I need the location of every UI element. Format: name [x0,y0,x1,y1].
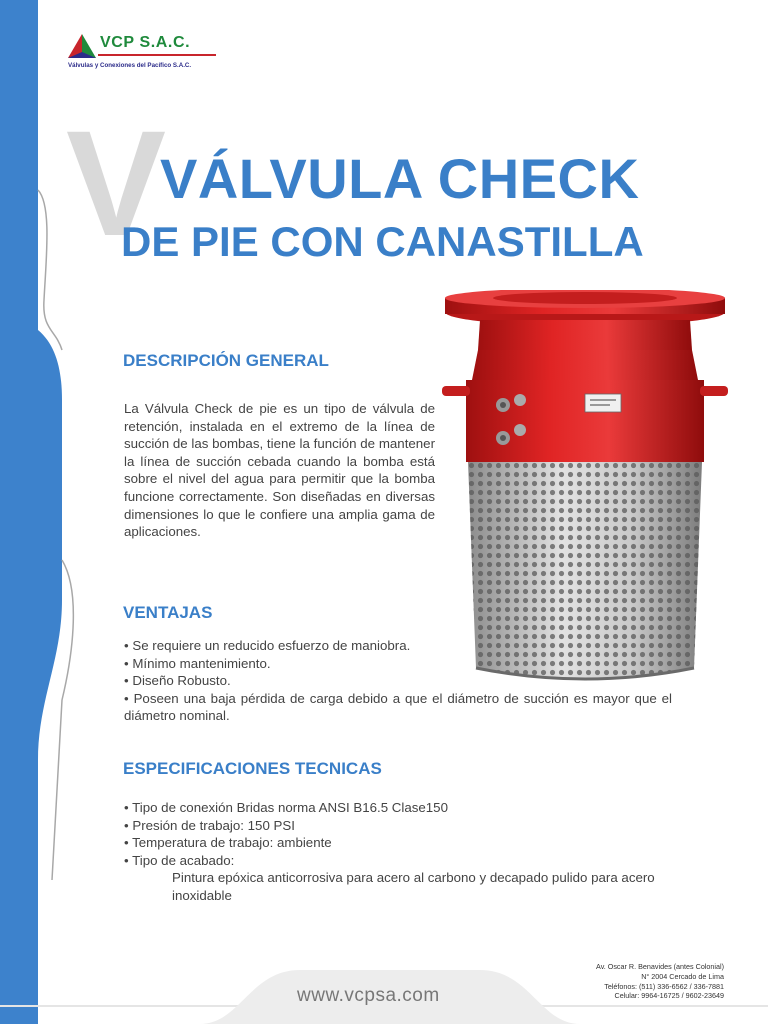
contact-line: Av. Oscar R. Benavides (antes Colonial) [596,962,724,971]
spec-item: • Tipo de acabado: [124,852,235,868]
ventajas-item: • Diseño Robusto. [124,673,231,689]
valve-image [440,290,730,690]
footer-website-link[interactable]: www.vcpsa.com [297,985,440,1006]
logo-triangle-icon [64,32,100,62]
section-heading-descripcion: DESCRIPCIÓN GENERAL [123,351,329,370]
ventajas-item: • Mínimo mantenimiento. [124,655,271,671]
title-line-1: VÁLVULA CHECK [160,147,640,210]
descripcion-body: La Válvula Check de pie es un tipo de válvula de retención, instalada en el extremo de la línea de succión de las bombas, tiene la función de mantener la línea de succión cebada cuando la bomba está sobre el nivel del agua para permitir que la bomba funcione correctamente. Son diseñadas en diversas dimensiones lo que le confiere una amplia gama de aplicaciones. [124,401,435,540]
spec-finish-detail: Pintura epóxica anticorrosiva para acero al carbono y decapado pulido para acero inoxidable [172,870,655,903]
section-heading-ventajas: VENTAJAS [123,603,213,622]
decorative-v-letter: V [66,99,167,267]
section-heading-especificaciones: ESPECIFICACIONES TECNICAS [123,759,382,778]
spec-item: • Presión de trabajo: 150 PSI [124,817,295,833]
especificaciones-list [124,799,704,905]
spec-item: • Temperatura de trabajo: ambiente [124,835,332,851]
logo-tagline: Válvulas y Conexiones del Pacífico S.A.C. [68,62,192,69]
logo-name: VCP S.A.C. [100,34,191,51]
contact-line: Teléfonos: (511) 336-6562 / 336-7881 [604,981,724,991]
logo-divider [98,54,216,56]
spec-item: • Tipo de conexión Bridas norma ANSI B16.5 Clase150 [124,800,448,815]
ventajas-item: • Se requiere un reducido esfuerzo de maniobra. [124,638,411,653]
ventajas-item: • Poseen una baja pérdida de carga debido a que el diámetro de succión es mayor que el diámetro nominal. [124,690,672,724]
title-line-2: DE PIE CON CANASTILLA [121,218,644,265]
footer-contact [596,962,724,1001]
contact-line: Celular: 9964-16725 / 9602-23649 [614,991,724,1001]
company-logo [62,30,232,76]
ventajas-list [124,637,672,725]
contact-line: N° 2004 Cercado de Lima [641,971,724,981]
